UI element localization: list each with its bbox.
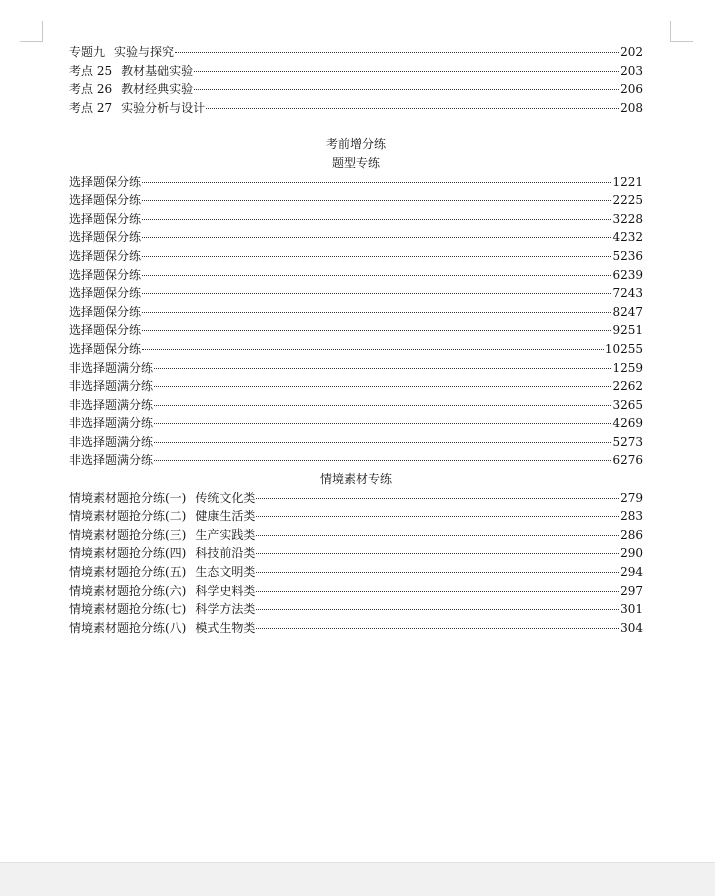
toc-entry-subtitle: 生态文明类 <box>195 565 256 580</box>
toc-dot-leader <box>256 609 619 610</box>
toc-entry-label <box>69 80 193 99</box>
toc-entry-title: 选择题保分练 <box>69 267 142 282</box>
toc-entry-title: 情境素材题抢分练(一) <box>69 490 187 505</box>
toc-entry-label <box>69 321 141 340</box>
toc-dot-leader <box>256 516 619 517</box>
toc-entry-label <box>69 396 153 415</box>
toc-entry-subtitle: 模式生物类 <box>195 620 256 635</box>
toc-dot-leader <box>154 368 611 369</box>
toc-entry-title: 非选择题满分练 <box>69 453 154 468</box>
toc-page-number: 297 <box>620 583 643 598</box>
toc-page-number: 283 <box>620 509 643 524</box>
toc-entry-label <box>69 377 153 396</box>
toc-entry-title: 选择题保分练 <box>69 323 142 338</box>
toc-entry[interactable] <box>69 377 643 396</box>
toc-dot-leader <box>142 349 604 350</box>
toc-entry-title: 选择题保分练 <box>69 211 142 226</box>
toc-dot-leader <box>154 423 611 424</box>
toc-dot-leader <box>256 628 619 629</box>
toc-dot-leader <box>256 553 619 554</box>
toc-page-number: 206 <box>620 82 643 97</box>
toc-entry-label <box>69 173 141 192</box>
toc-entry-subtitle: 实验与探究 <box>114 45 175 59</box>
toc-page-number: 4232 <box>612 230 643 245</box>
toc-entry-title: 选择题保分练 <box>69 174 142 189</box>
toc-entry[interactable] <box>69 247 643 266</box>
toc-entry-label <box>69 489 255 508</box>
toc-dot-leader <box>206 108 619 109</box>
toc-entry-title: 非选择题满分练 <box>69 416 154 431</box>
toc-entry[interactable] <box>69 359 643 378</box>
toc-entry-title: 考点 27 <box>69 100 113 115</box>
toc-entry-title: 情境素材题抢分练(七) <box>69 602 187 617</box>
toc-part-context-materials <box>69 489 643 638</box>
toc-entry-label <box>69 247 141 266</box>
toc-entry-label <box>69 507 255 526</box>
toc-entry[interactable] <box>69 191 643 210</box>
toc-entry[interactable] <box>69 489 643 508</box>
toc-entry-label <box>69 266 141 285</box>
toc-page-number: 9251 <box>612 323 643 338</box>
toc-entry[interactable] <box>69 414 643 433</box>
toc-dot-leader <box>154 442 611 443</box>
viewer-bottom-bar <box>0 862 715 896</box>
toc-entry-label <box>69 359 153 378</box>
toc-dot-leader <box>194 89 619 90</box>
toc-page-number: 2262 <box>612 379 643 394</box>
toc-entry[interactable] <box>69 62 643 81</box>
toc-dot-leader <box>142 200 611 201</box>
toc-entry-title: 选择题保分练 <box>69 286 142 301</box>
toc-entry-title: 选择题保分练 <box>69 341 142 356</box>
toc-entry-label <box>69 600 255 619</box>
toc-page-number: 304 <box>620 620 643 635</box>
toc-entry-label <box>69 284 141 303</box>
toc-dot-leader <box>154 460 611 461</box>
toc-page-number: 301 <box>620 602 643 617</box>
toc-entry-title: 情境素材题抢分练(二) <box>69 509 187 524</box>
toc-entry-label <box>69 99 205 118</box>
toc-entry-title: 选择题保分练 <box>69 248 142 263</box>
toc-entry-title: 情境素材题抢分练(八) <box>69 620 187 635</box>
toc-dot-leader <box>142 330 611 331</box>
toc-entry[interactable] <box>69 340 643 359</box>
toc-entry-label <box>69 43 174 62</box>
margin-corner-mark-right <box>670 21 693 42</box>
section-title-main: 考前增分练 <box>325 137 386 152</box>
toc-entry[interactable] <box>69 526 643 545</box>
toc-page-number: 5273 <box>612 434 643 449</box>
toc-page-number: 5236 <box>612 248 643 263</box>
toc-page-number: 10255 <box>604 341 643 356</box>
toc-page-number: 279 <box>620 490 643 505</box>
toc-entry[interactable] <box>69 582 643 601</box>
toc-entry[interactable] <box>69 210 643 229</box>
toc-entry[interactable] <box>69 321 643 340</box>
toc-page-number: 286 <box>620 527 643 542</box>
toc-entry[interactable] <box>69 303 643 322</box>
toc-entry-title: 非选择题满分练 <box>69 434 154 449</box>
toc-entry-subtitle: 传统文化类 <box>195 490 256 505</box>
toc-entry-subtitle: 实验分析与设计 <box>121 100 206 115</box>
toc-entry-label <box>69 62 193 81</box>
toc-entry-subtitle: 教材基础实验 <box>121 63 194 78</box>
toc-part-experiments <box>69 43 643 117</box>
toc-entry[interactable] <box>69 619 643 638</box>
toc-dot-leader <box>142 182 611 183</box>
toc-entry-title: 考点 25 <box>69 63 113 78</box>
toc-page-number: 7243 <box>612 286 643 301</box>
toc-part-question-types <box>69 173 643 471</box>
toc-entry-title: 情境素材题抢分练(六) <box>69 583 187 598</box>
toc-entry-subtitle: 健康生活类 <box>195 509 256 524</box>
toc-dot-leader <box>142 237 611 238</box>
toc-entry[interactable] <box>69 173 643 192</box>
toc-entry-title: 非选择题满分练 <box>69 397 154 412</box>
toc-entry[interactable] <box>69 563 643 582</box>
toc-entry-label <box>69 340 141 359</box>
section-title-question-types: 题型专练 <box>331 155 380 170</box>
toc-entry[interactable] <box>69 43 643 62</box>
toc-entry-label <box>69 544 255 563</box>
toc-entry-title: 非选择题满分练 <box>69 360 154 375</box>
toc-dot-leader <box>256 572 619 573</box>
toc-entry-label <box>69 582 255 601</box>
toc-page-number: 3265 <box>612 397 643 412</box>
margin-corner-mark-left <box>20 21 43 42</box>
toc-entry-subtitle: 科学方法类 <box>195 602 256 617</box>
toc-entry-subtitle: 生产实践类 <box>195 527 256 542</box>
toc-entry-subtitle: 科学史料类 <box>195 583 256 598</box>
toc-dot-leader <box>256 535 619 536</box>
toc-entry[interactable] <box>69 433 643 452</box>
toc-entry[interactable] <box>69 228 643 247</box>
toc-dot-leader <box>154 386 611 387</box>
toc-entry[interactable] <box>69 396 643 415</box>
toc-entry-label <box>69 191 141 210</box>
toc-page-number: 4269 <box>612 416 643 431</box>
toc-entry-subtitle: 教材经典实验 <box>121 82 194 97</box>
toc-dot-leader <box>194 71 619 72</box>
toc-entry-label <box>69 526 255 545</box>
table-of-contents <box>69 43 643 637</box>
toc-page-number: 203 <box>620 63 643 78</box>
toc-entry[interactable] <box>69 544 643 563</box>
toc-dot-leader <box>142 312 611 313</box>
toc-entry-label <box>69 451 153 470</box>
toc-entry-title: 选择题保分练 <box>69 193 142 208</box>
toc-dot-leader <box>142 219 611 220</box>
toc-page-number: 6239 <box>612 267 643 282</box>
toc-entry[interactable] <box>69 80 643 99</box>
toc-entry[interactable] <box>69 600 643 619</box>
section-title-context: 情境素材专练 <box>319 472 392 487</box>
toc-entry[interactable] <box>69 507 643 526</box>
toc-entry-subtitle: 科技前沿类 <box>195 546 256 561</box>
toc-entry-label <box>69 210 141 229</box>
toc-entry[interactable] <box>69 266 643 285</box>
toc-dot-leader <box>154 405 611 406</box>
toc-entry[interactable] <box>69 451 643 470</box>
toc-page-number: 2225 <box>612 193 643 208</box>
toc-dot-leader <box>142 275 611 276</box>
toc-page-number: 3228 <box>612 211 643 226</box>
toc-page-number: 8247 <box>612 304 643 319</box>
toc-page-number: 290 <box>620 546 643 561</box>
toc-dot-leader <box>142 293 611 294</box>
toc-dot-leader <box>175 52 619 53</box>
toc-dot-leader <box>142 256 611 257</box>
toc-entry[interactable] <box>69 99 643 118</box>
toc-entry-label <box>69 228 141 247</box>
toc-page-number: 294 <box>620 565 643 580</box>
toc-page-number: 1221 <box>612 174 643 189</box>
toc-dot-leader <box>256 591 619 592</box>
toc-entry-label <box>69 619 255 638</box>
toc-entry-label <box>69 563 255 582</box>
toc-entry-title: 情境素材题抢分练(四) <box>69 546 187 561</box>
toc-entry-title: 选择题保分练 <box>69 304 142 319</box>
toc-dot-leader <box>256 498 619 499</box>
toc-entry-title: 专题九 <box>69 45 106 59</box>
toc-entry-label <box>69 414 153 433</box>
toc-page-number: 202 <box>620 45 643 59</box>
toc-page-number: 6276 <box>612 453 643 468</box>
toc-entry[interactable] <box>69 284 643 303</box>
toc-spacer <box>69 117 643 135</box>
toc-page-number: 208 <box>620 100 643 115</box>
toc-entry-title: 情境素材题抢分练(三) <box>69 527 187 542</box>
toc-entry-title: 非选择题满分练 <box>69 379 154 394</box>
toc-entry-title: 情境素材题抢分练(五) <box>69 565 187 580</box>
toc-entry-title: 选择题保分练 <box>69 230 142 245</box>
toc-page-number: 1259 <box>612 360 643 375</box>
toc-entry-label <box>69 303 141 322</box>
toc-entry-label <box>69 433 153 452</box>
toc-entry-title: 考点 26 <box>69 82 113 97</box>
